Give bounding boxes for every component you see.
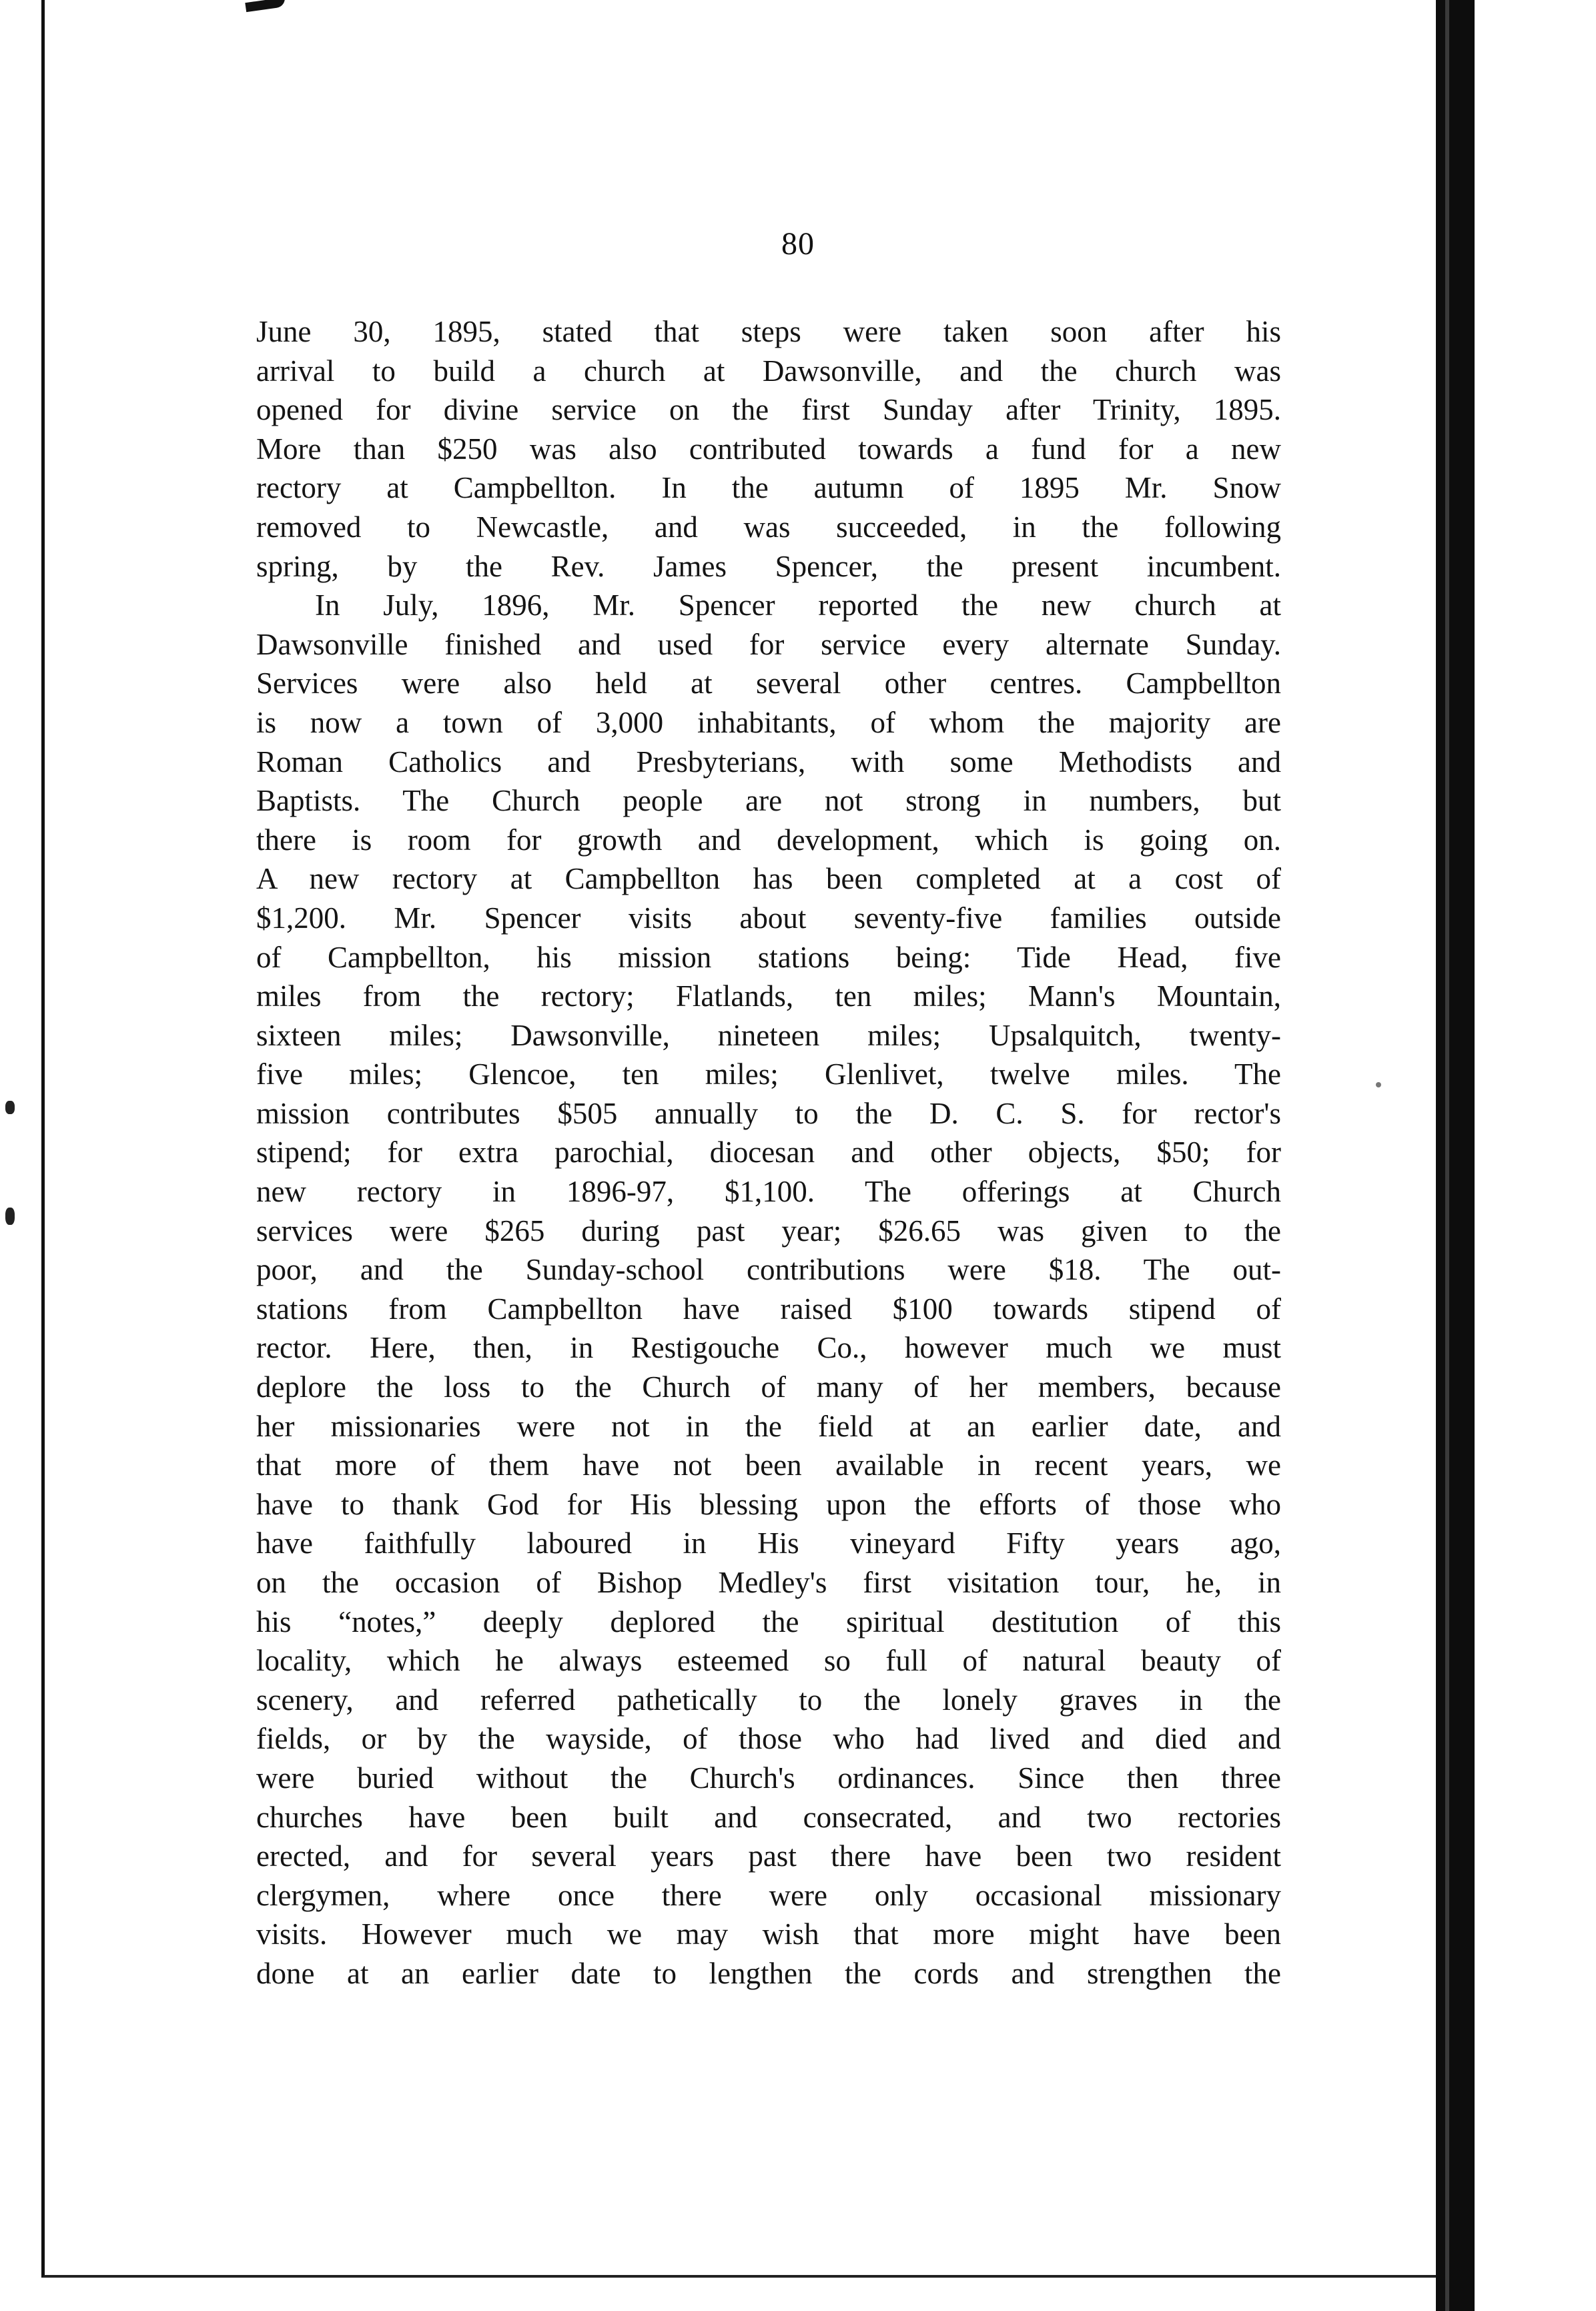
text-line: In July, 1896, Mr. Spencer reported the new church at xyxy=(315,588,1281,622)
body-text xyxy=(256,312,1281,1993)
text-line: have to thank God for His blessing upon the efforts of those who xyxy=(256,1487,1281,1521)
text-line: have faithfully laboured in His vineyard Fifty years ago, xyxy=(256,1526,1281,1560)
text-line: deplore the loss to the Church of many of her members, because xyxy=(256,1370,1281,1404)
text-line: of Campbellton, his mission stations being: Tide Head, five xyxy=(256,940,1281,974)
text-line: stations from Campbellton have raised $100 towards stipend of xyxy=(256,1292,1281,1326)
text-line: clergymen, where once there were only occasional missionary xyxy=(256,1878,1281,1912)
text-line: rectory at Campbellton. In the autumn of 1895 Mr. Snow xyxy=(256,471,1281,505)
page-edge-highlight xyxy=(1445,0,1449,2311)
text-line: Roman Catholics and Presbyterians, with some Methodists and xyxy=(256,745,1281,779)
text-line: spring, by the Rev. James Spencer, the present incumbent. xyxy=(256,549,1281,583)
text-line: that more of them have not been available in recent years, we xyxy=(256,1448,1281,1482)
text-line: removed to Newcastle, and was succeeded, in the following xyxy=(256,510,1281,544)
text-line: Services were also held at several other centres. Campbellton xyxy=(256,666,1281,701)
text-line: were buried without the Church's ordinances. Since then three xyxy=(256,1761,1281,1795)
text-line: on the occasion of Bishop Medley's first visitation tour, he, in xyxy=(256,1566,1281,1599)
text-line: arrival to build a church at Dawsonville, and the church was xyxy=(256,354,1281,388)
text-line: scenery, and referred pathetically to the lonely graves in the xyxy=(256,1683,1281,1717)
text-line: Dawsonville finished and used for service every alternate Sunday. xyxy=(256,627,1281,661)
text-line: done at an earlier date to lengthen the cords and strengthen the xyxy=(256,1956,1281,1990)
text-line: June 30, 1895, stated that steps were taken soon after his xyxy=(256,315,1281,348)
text-line: mission contributes $505 annually to the D. C. S. for rector's xyxy=(256,1096,1281,1130)
text-line: opened for divine service on the first Sunday after Trinity, 1895. xyxy=(256,393,1281,427)
page-edge-shadow xyxy=(1436,0,1475,2311)
text-line: his “notes,” deeply deplored the spiritual destitution of this xyxy=(256,1604,1281,1639)
text-line: her missionaries were not in the field at an earlier date, and xyxy=(256,1409,1281,1443)
text-line: services were $265 during past year; $26.65 was given to the xyxy=(256,1214,1281,1248)
scan-speck xyxy=(5,1101,15,1114)
text-line: fields, or by the wayside, of those who had lived and died and xyxy=(256,1722,1281,1756)
text-line: $1,200. Mr. Spencer visits about seventy-five families outside xyxy=(256,901,1281,935)
text-line: new rectory in 1896-97, $1,100. The offerings at Church xyxy=(256,1175,1281,1209)
text-line: More than $250 was also contributed towards a fund for a new xyxy=(256,432,1281,466)
text-line: sixteen miles; Dawsonville, nineteen miles; Upsalquitch, twenty- xyxy=(256,1018,1281,1052)
text-line: miles from the rectory; Flatlands, ten miles; Mann's Mountain, xyxy=(256,979,1281,1013)
text-line: stipend; for extra parochial, diocesan and other objects, $50; for xyxy=(256,1135,1281,1170)
text-line: is now a town of 3,000 inhabitants, of whom the majority are xyxy=(256,705,1281,739)
text-line: visits. However much we may wish that more might have been xyxy=(256,1917,1281,1951)
text-line: A new rectory at Campbellton has been completed at a cost of xyxy=(256,862,1281,896)
text-line: Baptists. The Church people are not strong in numbers, but xyxy=(256,784,1281,818)
scan-speck xyxy=(5,1208,15,1225)
text-line: erected, and for several years past there have been two resident xyxy=(256,1839,1281,1873)
text-line: churches have been built and consecrated, and two rectories xyxy=(256,1800,1281,1834)
text-line: five miles; Glencoe, ten miles; Glenlivet, twelve miles. The xyxy=(256,1057,1281,1091)
text-line: poor, and the Sunday-school contributions were $18. The out- xyxy=(256,1253,1281,1287)
text-line: there is room for growth and development, which is going on. xyxy=(256,823,1281,857)
text-line: rector. Here, then, in Restigouche Co., however much we must xyxy=(256,1331,1281,1365)
scan-speck xyxy=(1376,1082,1381,1087)
text-line: locality, which he always esteemed so full of natural beauty of xyxy=(256,1644,1281,1678)
page-number: 80 xyxy=(781,226,815,262)
